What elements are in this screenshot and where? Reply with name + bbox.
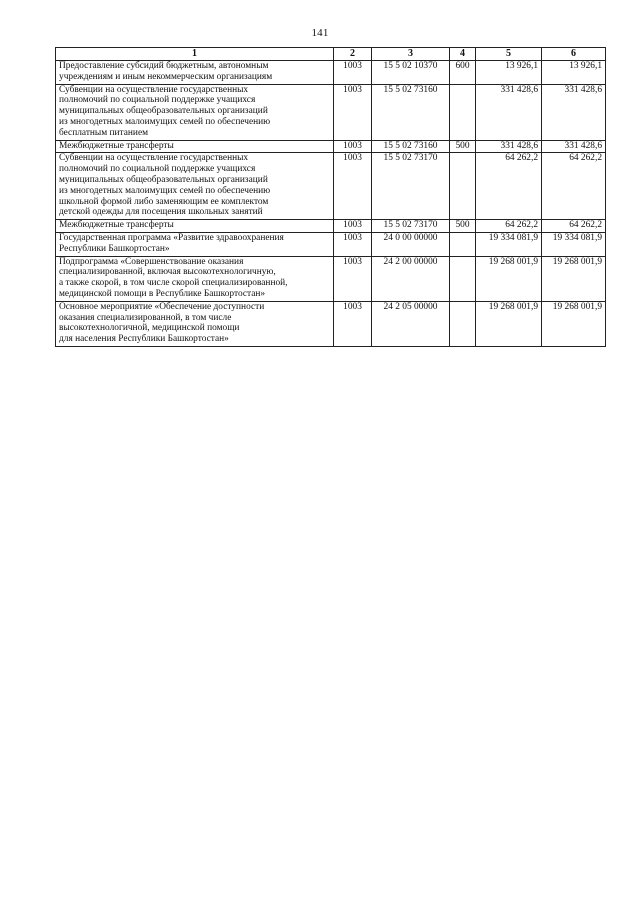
target-article-cell: 24 2 05 00000 xyxy=(372,301,450,346)
amount-cell-5: 64 262,2 xyxy=(476,153,542,220)
row-name-cell: Государственная программа «Развитие здравоохранения Республики Башкортостан» xyxy=(56,232,334,256)
row-name-cell: Подпрограмма «Совершенствование оказания специализированной, включая высокотехнологичную, а также скорой, в том числе скорой специализированной, медицинской помощи в Республике Башкортостан» xyxy=(56,256,334,301)
section-code-cell: 1003 xyxy=(334,232,372,256)
section-code-cell: 1003 xyxy=(334,153,372,220)
expense-type-cell xyxy=(450,256,476,301)
row-name-cell: Субвенции на осуществление государственных полномочий по социальной поддержке учащихся муниципальных общеобразовательных организаций из многодетных малоимущих семей по обеспечению школьной формой либо заменяющим ее комплектом детской одежды для посещения школьных занятий xyxy=(56,153,334,220)
table-row xyxy=(56,301,606,346)
amount-cell-6: 13 926,1 xyxy=(542,61,606,85)
amount-cell-6: 19 268 001,9 xyxy=(542,256,606,301)
target-article-cell: 15 5 02 73170 xyxy=(372,220,450,233)
table-header-row xyxy=(56,48,606,61)
row-name-cell: Межбюджетные трансферты xyxy=(56,220,334,233)
column-header: 2 xyxy=(334,48,372,61)
expense-type-cell xyxy=(450,301,476,346)
target-article-cell: 15 5 02 73160 xyxy=(372,84,450,140)
amount-cell-5: 19 268 001,9 xyxy=(476,256,542,301)
row-name-cell: Межбюджетные трансферты xyxy=(56,140,334,153)
amount-cell-5: 331 428,6 xyxy=(476,84,542,140)
expense-type-cell: 500 xyxy=(450,140,476,153)
table-row xyxy=(56,220,606,233)
section-code-cell: 1003 xyxy=(334,301,372,346)
amount-cell-5: 19 268 001,9 xyxy=(476,301,542,346)
row-name-cell: Субвенции на осуществление государственных полномочий по социальной поддержке учащихся муниципальных общеобразовательных организаций из многодетных малоимущих семей по обеспечению бесплатным питанием xyxy=(56,84,334,140)
amount-cell-6: 64 262,2 xyxy=(542,220,606,233)
column-header: 1 xyxy=(56,48,334,61)
amount-cell-6: 64 262,2 xyxy=(542,153,606,220)
amount-cell-6: 19 334 081,9 xyxy=(542,232,606,256)
column-header: 4 xyxy=(450,48,476,61)
table-row xyxy=(56,84,606,140)
column-header: 3 xyxy=(372,48,450,61)
section-code-cell: 1003 xyxy=(334,220,372,233)
table-row xyxy=(56,61,606,85)
amount-cell-5: 64 262,2 xyxy=(476,220,542,233)
amount-cell-5: 331 428,6 xyxy=(476,140,542,153)
row-name-cell: Основное мероприятие «Обеспечение доступности оказания специализированной, в том числе высокотехнологичной, медицинской помощи для населения Республики Башкортостан» xyxy=(56,301,334,346)
budget-table xyxy=(55,47,606,347)
amount-cell-5: 19 334 081,9 xyxy=(476,232,542,256)
amount-cell-5: 13 926,1 xyxy=(476,61,542,85)
table-row xyxy=(56,140,606,153)
target-article-cell: 15 5 02 10370 xyxy=(372,61,450,85)
amount-cell-6: 331 428,6 xyxy=(542,84,606,140)
amount-cell-6: 331 428,6 xyxy=(542,140,606,153)
expense-type-cell: 500 xyxy=(450,220,476,233)
section-code-cell: 1003 xyxy=(334,256,372,301)
section-code-cell: 1003 xyxy=(334,84,372,140)
expense-type-cell xyxy=(450,84,476,140)
expense-type-cell xyxy=(450,153,476,220)
section-code-cell: 1003 xyxy=(334,140,372,153)
table-row xyxy=(56,153,606,220)
target-article-cell: 24 0 00 00000 xyxy=(372,232,450,256)
column-header: 6 xyxy=(542,48,606,61)
row-name-cell: Предоставление субсидий бюджетным, автономным учреждениям и иным некоммерческим организациям xyxy=(56,61,334,85)
target-article-cell: 15 5 02 73170 xyxy=(372,153,450,220)
expense-type-cell: 600 xyxy=(450,61,476,85)
table-row xyxy=(56,232,606,256)
expense-type-cell xyxy=(450,232,476,256)
target-article-cell: 15 5 02 73160 xyxy=(372,140,450,153)
table-row xyxy=(56,256,606,301)
target-article-cell: 24 2 00 00000 xyxy=(372,256,450,301)
amount-cell-6: 19 268 001,9 xyxy=(542,301,606,346)
column-header: 5 xyxy=(476,48,542,61)
section-code-cell: 1003 xyxy=(334,61,372,85)
page-number: 141 xyxy=(311,27,329,39)
